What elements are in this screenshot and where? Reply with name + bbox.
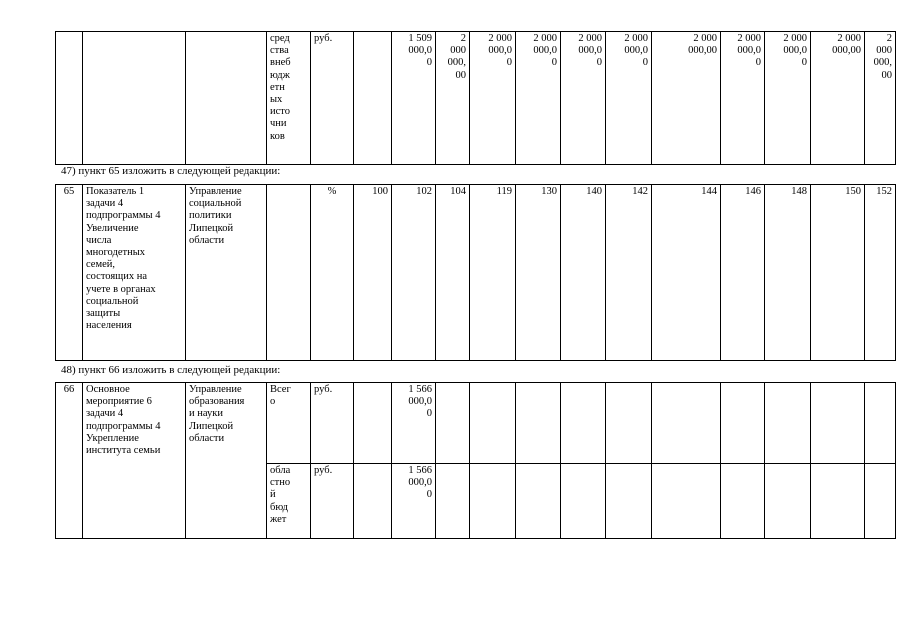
value-cell: 142 xyxy=(606,185,652,361)
value-cell: 2 000 000,0 0 xyxy=(516,32,561,165)
table-row xyxy=(56,32,896,165)
name-cell: Показатель 1 задачи 4 подпрограммы 4 Увеличение числа многодетных семей, состоящих на учете в органах социальной защиты населения xyxy=(83,185,186,361)
value-cell: 150 xyxy=(811,185,865,361)
value-cell: 2 000 000,0 0 xyxy=(765,32,811,165)
num-cell: 65 xyxy=(56,185,83,361)
value-cell xyxy=(721,464,765,539)
value-cell xyxy=(436,464,470,539)
value-cell: 100 xyxy=(354,185,392,361)
name-cell xyxy=(83,32,186,165)
value-cell xyxy=(516,464,561,539)
value-cell: 2 000 000, 00 xyxy=(436,32,470,165)
source-cell: обла стно й бюд жет xyxy=(267,464,311,539)
value-cell xyxy=(865,383,896,464)
value-cell xyxy=(354,464,392,539)
executor-cell: Управление образования и науки Липецкой области xyxy=(186,383,267,539)
source-cell: сред ства внеб юдж етн ых исто чни ков xyxy=(267,32,311,165)
num-cell xyxy=(56,32,83,165)
value-cell: 2 000 000,0 0 xyxy=(470,32,516,165)
table-row xyxy=(56,185,896,361)
source-cell xyxy=(267,185,311,361)
value-cell: 130 xyxy=(516,185,561,361)
value-cell xyxy=(516,383,561,464)
value-cell: 1 509 000,0 0 xyxy=(392,32,436,165)
value-cell: 104 xyxy=(436,185,470,361)
executor-cell xyxy=(186,32,267,165)
value-cell xyxy=(721,383,765,464)
value-cell: 1 566 000,0 0 xyxy=(392,464,436,539)
unit-cell: руб. xyxy=(311,32,354,165)
unit-cell: руб. xyxy=(311,383,354,464)
value-cell xyxy=(865,464,896,539)
value-cell xyxy=(354,383,392,464)
value-cell xyxy=(606,383,652,464)
value-cell: 2 000 000,0 0 xyxy=(561,32,606,165)
value-cell xyxy=(652,383,721,464)
value-cell xyxy=(765,383,811,464)
value-cell: 2 000 000,0 0 xyxy=(721,32,765,165)
value-cell xyxy=(765,464,811,539)
value-cell xyxy=(561,464,606,539)
value-cell xyxy=(561,383,606,464)
value-cell: 2 000 000,00 xyxy=(652,32,721,165)
amendment-note-48: 48) пункт 66 изложить в следующей редакции: xyxy=(61,364,281,376)
name-cell: Основное мероприятие 6 задачи 4 подпрограммы 4 Укрепление института семьи xyxy=(83,383,186,539)
value-cell xyxy=(470,464,516,539)
value-cell: 2 000 000,0 0 xyxy=(606,32,652,165)
value-cell: 2 000 000, 00 xyxy=(865,32,896,165)
value-cell xyxy=(652,464,721,539)
value-cell xyxy=(354,32,392,165)
value-cell xyxy=(811,464,865,539)
table-row xyxy=(56,383,896,464)
value-cell: 148 xyxy=(765,185,811,361)
unit-cell: % xyxy=(311,185,354,361)
value-cell: 2 000 000,00 xyxy=(811,32,865,165)
value-cell: 102 xyxy=(392,185,436,361)
executor-cell: Управление социальной политики Липецкой области xyxy=(186,185,267,361)
amendment-note-47: 47) пункт 65 изложить в следующей редакции: xyxy=(61,165,281,177)
unit-cell: руб. xyxy=(311,464,354,539)
program-table-item-66 xyxy=(55,382,896,539)
value-cell: 152 xyxy=(865,185,896,361)
source-cell: Всег о xyxy=(267,383,311,464)
program-table-continuation xyxy=(55,31,896,165)
value-cell: 119 xyxy=(470,185,516,361)
value-cell xyxy=(606,464,652,539)
value-cell xyxy=(470,383,516,464)
value-cell: 144 xyxy=(652,185,721,361)
value-cell: 1 566 000,0 0 xyxy=(392,383,436,464)
value-cell xyxy=(811,383,865,464)
value-cell xyxy=(436,383,470,464)
num-cell: 66 xyxy=(56,383,83,539)
value-cell: 140 xyxy=(561,185,606,361)
program-table-item-65 xyxy=(55,184,896,361)
value-cell: 146 xyxy=(721,185,765,361)
